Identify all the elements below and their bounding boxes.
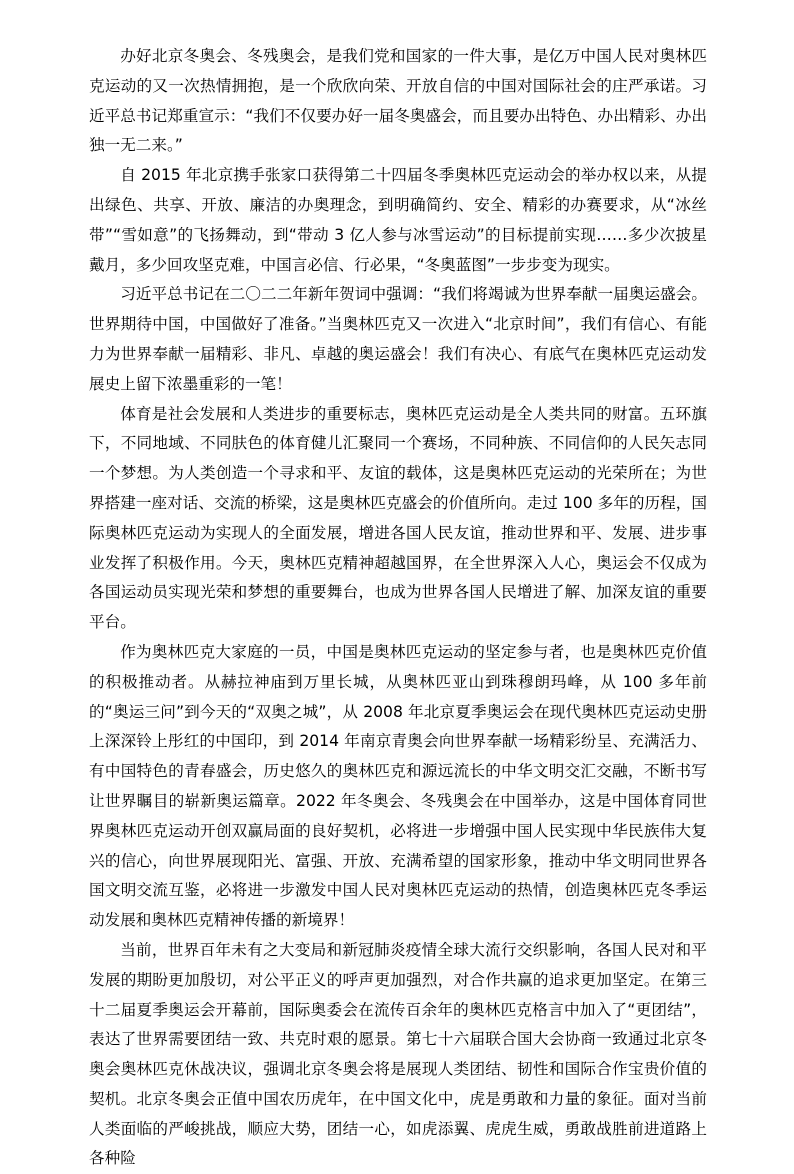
paragraph-2: 自 2015 年北京携手张家口获得第二十四届冬季奥林匹克运动会的举办权以来，从提出绿色、共享、开放、廉洁的办奥理念，到明确简约、安全、精彩的办赛要求，从“冰丝带”“雪如意”的飞扬舞动，到“带动 3 亿人参与冰雪运动”的目标提前实现……多少次披星戴月，多少回攻坚克难，中国言必信、行必果，“冬奥蓝图”一步步变为现实。 xyxy=(89,166,707,274)
paragraph-4: 体育是社会发展和人类进步的重要标志，奥林匹克运动是全人类共同的财富。五环旗下，不同地域、不同肤色的体育健儿汇聚同一个赛场，不同种族、不同信仰的人民矢志同一个梦想。为人类创造一个寻求和平、友谊的载体，这是奥林匹克运动的光荣所在；为世界搭建一座对话、交流的桥梁，这是奥林匹克盛会的价值所向。走过 100 多年的历程，国际奥林匹克运动为实现人的全面发展，增进各国人民友谊，推动世界和平、发展、进步事业发挥了积极作用。今天，奥林匹克精神超越国界，在全世界深入人心，奥运会不仅成为各国运动员实现光荣和梦想的重要舞台，也成为世界各国人民增进了解、加深友谊的重要平台。 xyxy=(89,404,707,632)
paragraph-6: 当前，世界百年未有之大变局和新冠肺炎疫情全球大流行交织影响，各国人民对和平发展的期盼更加殷切，对公平正义的呼声更加强烈，对合作共赢的追求更加坚定。在第三十二届夏季奥运会开幕前，国际奥委会在流传百余年的奥林匹克格言中加入了“更团结”，表达了世界需要团结一致、共克时艰的愿景。第七十六届联合国大会协商一致通过北京冬奥会奥林匹克休战决议，强调北京冬奥会将是展现人类团结、韧性和国际合作宝贵价值的契机。北京冬奥会正值中国农历虎年，在中国文化中，虎是勇敢和力量的象征。面对当前人类面临的严峻挑战，顺应大势，团结一心，如虎添翼、虎虎生威，勇敢战胜前进道路上各种险 xyxy=(89,940,707,1168)
paragraph-1: 办好北京冬奥会、冬残奥会，是我们党和国家的一件大事，是亿万中国人民对奥林匹克运动的又一次热情拥抱，是一个欣欣向荣、开放自信的中国对国际社会的庄严承诺。习近平总书记郑重宣示：“我们不仅要办好一届冬奥盛会，而且要办出特色、办出精彩、办出独一无二来。” xyxy=(89,47,707,155)
paragraph-5: 作为奥林匹克大家庭的一员，中国是奥林匹克运动的坚定参与者，也是奥林匹克价值的积极推动者。从赫拉神庙到万里长城，从奥林匹亚山到珠穆朗玛峰，从 100 多年前的“奥运三问”到今天的“双奥之城”，从 2008 年北京夏季奥运会在现代奥林匹克运动史册上深深铃上彤红的中国印，到 2014 年南京青奥会向世界奉献一场精彩纷呈、充满活力、有中国特色的青春盛会，历史悠久的奥林匹克和源远流长的中华文明交汇交融，不断书写让世界瞩目的崭新奥运篇章。2022 年冬奥会、冬残奥会在中国举办，这是中国体育同世界奥林匹克运动开创双赢局面的良好契机，必将进一步增强中国人民实现中华民族伟大复兴的信心，向世界展现阳光、富强、开放、充满希望的国家形象，推动中华文明同世界各国文明交流互鉴，必将进一步激发中国人民对奥林匹克运动的热情，创造奥林匹克冬季运动发展和奥林匹克精神传播的新境界！ xyxy=(89,642,707,930)
document-page xyxy=(89,42,707,1174)
paragraph-3: 习近平总书记在二〇二二年新年贺词中强调：“我们将竭诚为世界奉献一届奥运盛会。世界期待中国，中国做好了准备。”当奥林匹克又一次进入“北京时间”，我们有信心、有能力为世界奉献一届精彩、非凡、卓越的奥运盛会！我们有决心、有底气在奥林匹克运动发展史上留下浓墨重彩的一笔！ xyxy=(89,285,707,393)
